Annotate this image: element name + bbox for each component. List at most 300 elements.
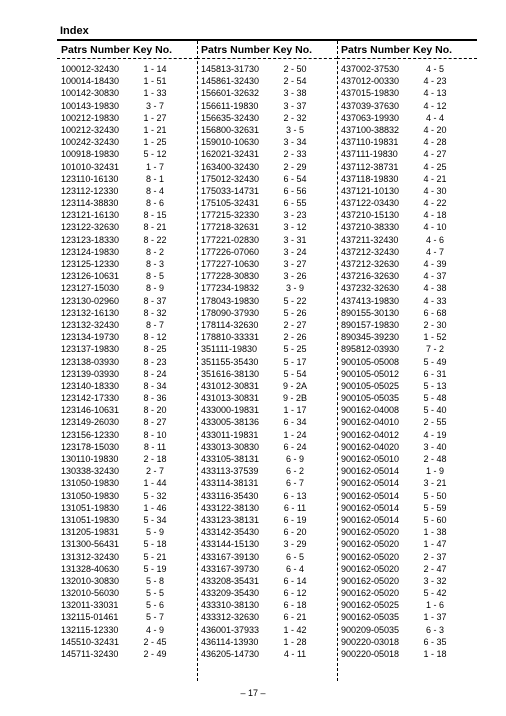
index-row <box>337 392 477 404</box>
key-number: 3 - 26 <box>283 271 307 282</box>
part-number: 900162-04008 <box>341 405 400 416</box>
key-number: 1 - 33 <box>143 88 167 99</box>
part-number: 900220-03018 <box>341 636 400 647</box>
key-number: 4 - 37 <box>423 271 447 282</box>
key-number: 5 - 19 <box>143 563 167 574</box>
part-number: 100212-19830 <box>61 112 120 123</box>
index-row <box>57 234 197 246</box>
index-row <box>197 185 337 197</box>
part-number: 156800-32631 <box>201 124 260 135</box>
key-number: 4 - 22 <box>423 198 447 209</box>
index-row <box>57 563 197 575</box>
key-number: 4 - 9 <box>145 624 164 635</box>
key-number: 6 - 14 <box>283 575 307 586</box>
part-number: 177234-19832 <box>201 283 260 294</box>
key-number: 6 - 24 <box>283 441 307 452</box>
index-row <box>337 234 477 246</box>
column-header <box>337 41 477 59</box>
index-row <box>57 392 197 404</box>
index-row <box>197 477 337 489</box>
index-row <box>337 416 477 428</box>
part-number: 175012-32430 <box>201 173 260 184</box>
index-row <box>57 611 197 623</box>
part-number: 123124-19830 <box>61 246 120 257</box>
key-number: 6 - 20 <box>283 527 307 538</box>
key-number: 4 - 19 <box>423 429 447 440</box>
index-row <box>337 356 477 368</box>
index-row <box>337 526 477 538</box>
key-number: 6 - 9 <box>285 454 304 464</box>
key-number: 1 - 37 <box>423 612 447 623</box>
key-number: 2 - 48 <box>423 454 447 464</box>
part-number: 123122-32630 <box>61 222 120 233</box>
part-number: 123140-18330 <box>61 380 120 391</box>
part-number: 177227-10630 <box>201 259 260 269</box>
part-number: 900162-05014 <box>341 478 400 489</box>
part-number: 437015-19830 <box>341 88 400 99</box>
part-number: 132011-33031 <box>61 600 119 611</box>
index-row <box>197 258 337 270</box>
part-number: 131300-56431 <box>61 539 120 550</box>
part-number: 900162-05025 <box>341 600 400 611</box>
key-number: 8 - 3 <box>145 259 164 269</box>
key-number: 8 - 10 <box>143 429 167 440</box>
part-number: 433310-38130 <box>201 600 260 611</box>
key-number: 4 - 28 <box>423 137 447 148</box>
key-number: 2 - 45 <box>143 636 167 647</box>
index-row <box>337 161 477 173</box>
part-number: 132115-01461 <box>61 612 119 623</box>
index-row <box>337 75 477 87</box>
part-number: 100212-32430 <box>61 124 120 135</box>
part-number: 100242-32430 <box>61 137 120 148</box>
key-number: 5 - 49 <box>423 356 447 367</box>
index-row <box>57 490 197 502</box>
key-number: 5 - 25 <box>283 344 307 355</box>
key-number: 2 - 18 <box>143 454 167 464</box>
part-number: 123149-26030 <box>61 417 120 428</box>
part-number: 123121-16130 <box>61 210 120 221</box>
part-number: 130338-32430 <box>61 466 120 477</box>
key-number: 8 - 24 <box>143 368 167 379</box>
key-number: 5 - 40 <box>423 405 447 416</box>
part-number: 130110-19830 <box>61 454 119 464</box>
part-number: 900105-05012 <box>341 368 400 379</box>
key-number: 8 - 36 <box>143 393 167 404</box>
index-row <box>337 87 477 99</box>
part-number: 900162-05014 <box>341 490 400 501</box>
index-row <box>57 209 197 221</box>
key-number: 4 - 20 <box>423 124 447 135</box>
part-number: 163400-32430 <box>201 161 260 172</box>
part-number: 433000-19831 <box>201 405 260 416</box>
key-number: 2 - 30 <box>423 319 447 330</box>
header-key-no: Key No. <box>273 44 313 56</box>
index-row <box>197 636 337 648</box>
index-row <box>57 282 197 294</box>
index-row <box>337 380 477 392</box>
index-row <box>337 404 477 416</box>
key-number: 1 - 51 <box>143 76 167 87</box>
key-number: 5 - 32 <box>143 490 167 501</box>
key-number: 8 - 6 <box>145 198 164 209</box>
part-number: 433167-39730 <box>201 563 260 574</box>
part-number: 123178-15030 <box>61 441 120 452</box>
key-number: 6 - 12 <box>283 588 307 599</box>
part-number: 123114-38830 <box>61 198 119 209</box>
index-row <box>337 197 477 209</box>
part-number: 351616-38130 <box>201 368 260 379</box>
index-row <box>57 648 197 660</box>
key-number: 2 - 29 <box>283 161 307 172</box>
index-row <box>57 124 197 136</box>
index-row <box>197 587 337 599</box>
part-number: 123137-19830 <box>61 344 120 355</box>
index-table <box>57 39 477 681</box>
part-number: 132010-56030 <box>61 588 120 599</box>
part-number: 436001-37933 <box>201 624 260 635</box>
index-column-2 <box>197 41 337 681</box>
index-row <box>197 356 337 368</box>
key-number: 4 - 33 <box>423 295 447 306</box>
key-number: 9 - 2A <box>282 380 307 391</box>
index-row <box>197 75 337 87</box>
key-number: 2 - 47 <box>423 563 447 574</box>
part-number: 431013-30831 <box>201 393 260 404</box>
key-number: 6 - 34 <box>283 417 307 428</box>
part-number: 437111-19830 <box>341 149 398 160</box>
part-number: 132010-30830 <box>61 575 120 586</box>
key-number: 5 - 60 <box>423 514 447 525</box>
key-number: 3 - 9 <box>285 283 304 294</box>
index-row <box>57 185 197 197</box>
key-number: 5 - 6 <box>145 600 164 611</box>
part-number: 100143-19830 <box>61 100 120 111</box>
key-number: 5 - 22 <box>283 295 307 306</box>
key-number: 6 - 13 <box>283 490 307 501</box>
part-number: 900105-05025 <box>341 380 400 391</box>
index-row <box>57 465 197 477</box>
part-number: 437100-38832 <box>341 124 400 135</box>
key-number: 3 - 38 <box>283 88 307 99</box>
index-row <box>57 197 197 209</box>
part-number: 123110-16130 <box>61 173 119 184</box>
key-number: 3 - 32 <box>423 575 447 586</box>
part-number: 131205-19831 <box>61 527 120 538</box>
index-row <box>57 368 197 380</box>
index-row <box>197 63 337 75</box>
key-number: 5 - 7 <box>145 612 164 623</box>
index-row <box>337 319 477 331</box>
key-number: 4 - 39 <box>423 259 447 269</box>
index-row <box>337 209 477 221</box>
index-row <box>57 453 197 465</box>
index-row <box>337 368 477 380</box>
key-number: 4 - 10 <box>423 222 447 233</box>
index-row <box>337 441 477 453</box>
key-number: 3 - 40 <box>423 441 447 452</box>
part-number: 433142-35430 <box>201 527 260 538</box>
index-row <box>197 136 337 148</box>
index-row <box>197 246 337 258</box>
part-number: 437118-19830 <box>341 173 399 184</box>
part-number: 437211-32430 <box>341 234 399 245</box>
index-row <box>57 636 197 648</box>
index-row <box>57 112 197 124</box>
index-row <box>197 392 337 404</box>
key-number: 5 - 9 <box>145 527 164 538</box>
index-row <box>197 404 337 416</box>
index-row <box>337 124 477 136</box>
key-number: 3 - 24 <box>283 246 307 257</box>
key-number: 3 - 27 <box>283 259 307 269</box>
part-number: 436205-14730 <box>201 649 260 659</box>
part-number: 131328-40630 <box>61 563 120 574</box>
key-number: 1 - 28 <box>283 636 307 647</box>
part-number: 100014-18430 <box>61 76 120 87</box>
part-number: 100918-19830 <box>61 149 120 160</box>
index-row <box>337 477 477 489</box>
key-number: 4 - 5 <box>425 64 444 74</box>
index-row <box>197 611 337 623</box>
index-row <box>57 148 197 160</box>
part-number: 175105-32431 <box>201 198 260 209</box>
index-row <box>337 136 477 148</box>
part-number: 437039-37630 <box>341 100 400 111</box>
part-number: 433011-19831 <box>201 429 259 440</box>
index-row <box>337 429 477 441</box>
part-number: 123132-16130 <box>61 307 120 318</box>
part-number: 433114-38131 <box>201 478 259 489</box>
part-number: 900162-05014 <box>341 466 400 477</box>
key-number: 1 - 25 <box>143 137 167 148</box>
part-number: 433208-35431 <box>201 575 260 586</box>
part-number: 437232-32630 <box>341 283 400 294</box>
index-row <box>57 63 197 75</box>
key-number: 3 - 34 <box>283 137 307 148</box>
key-number: 3 - 23 <box>283 210 307 221</box>
key-number: 5 - 5 <box>145 588 164 599</box>
key-number: 6 - 7 <box>285 478 304 489</box>
index-row <box>197 648 337 660</box>
index-row <box>57 526 197 538</box>
key-number: 5 - 54 <box>283 368 307 379</box>
part-number: 900162-05010 <box>341 454 400 464</box>
key-number: 3 - 29 <box>283 539 307 550</box>
key-number: 6 - 3 <box>425 624 444 635</box>
index-row <box>197 282 337 294</box>
key-number: 4 - 7 <box>425 246 444 257</box>
part-number: 131051-19830 <box>61 514 120 525</box>
part-number: 177215-32330 <box>201 210 260 221</box>
key-number: 5 - 34 <box>143 514 167 525</box>
part-number: 437212-32430 <box>341 246 400 257</box>
key-number: 1 - 24 <box>283 429 307 440</box>
index-row <box>57 246 197 258</box>
key-number: 8 - 12 <box>143 332 167 343</box>
part-number: 436114-13930 <box>201 636 259 647</box>
key-number: 1 - 9 <box>425 466 444 477</box>
index-row <box>57 587 197 599</box>
index-row <box>197 368 337 380</box>
key-number: 2 - 37 <box>423 551 447 562</box>
part-number: 900162-04020 <box>341 441 400 452</box>
part-number: 100012-32430 <box>61 64 120 74</box>
key-number: 6 - 4 <box>285 563 304 574</box>
key-number: 6 - 68 <box>423 307 447 318</box>
key-number: 6 - 55 <box>283 198 307 209</box>
part-number: 178090-37930 <box>201 307 260 318</box>
index-row <box>337 514 477 526</box>
part-number: 131050-19830 <box>61 490 120 501</box>
key-number: 5 - 26 <box>283 307 307 318</box>
key-number: 3 - 21 <box>423 478 447 489</box>
key-number: 5 - 12 <box>143 149 167 160</box>
index-row <box>57 173 197 185</box>
index-row <box>197 234 337 246</box>
part-number: 437413-19830 <box>341 295 400 306</box>
index-row <box>57 404 197 416</box>
index-row <box>337 343 477 355</box>
index-row <box>337 563 477 575</box>
part-number: 433123-38131 <box>201 514 260 525</box>
key-number: 8 - 27 <box>143 417 167 428</box>
key-number: 8 - 7 <box>145 319 164 330</box>
index-row <box>197 295 337 307</box>
index-row <box>197 87 337 99</box>
index-column-1 <box>57 41 197 681</box>
part-number: 101010-32431 <box>61 161 120 172</box>
part-number: 131312-32430 <box>61 551 120 562</box>
part-number: 132115-12330 <box>61 624 119 635</box>
index-row <box>197 441 337 453</box>
key-number: 8 - 20 <box>143 405 167 416</box>
index-row <box>197 307 337 319</box>
key-number: 1 - 47 <box>423 539 447 550</box>
index-row <box>197 161 337 173</box>
key-number: 3 - 31 <box>283 234 307 245</box>
column-header <box>57 41 197 59</box>
part-number: 437002-37530 <box>341 64 400 74</box>
part-number: 123130-02960 <box>61 295 120 306</box>
page-number: – 17 – <box>240 688 266 698</box>
key-number: 6 - 19 <box>283 514 307 525</box>
part-number: 131051-19830 <box>61 502 120 513</box>
part-number: 123156-12330 <box>61 429 120 440</box>
index-row <box>57 429 197 441</box>
index-row <box>57 319 197 331</box>
index-row <box>197 112 337 124</box>
key-number: 6 - 5 <box>285 551 304 562</box>
part-number: 123125-12330 <box>61 259 120 269</box>
key-number: 4 - 13 <box>423 88 447 99</box>
index-row <box>197 173 337 185</box>
index-row <box>337 331 477 343</box>
key-number: 5 - 18 <box>143 539 167 550</box>
key-number: 4 - 21 <box>423 173 447 184</box>
index-row <box>337 185 477 197</box>
index-row <box>337 575 477 587</box>
part-number: 437012-00330 <box>341 76 400 87</box>
index-row <box>57 575 197 587</box>
key-number: 7 - 2 <box>425 344 444 355</box>
part-number: 900105-05035 <box>341 393 400 404</box>
key-number: 8 - 1 <box>145 173 164 184</box>
key-number: 1 - 7 <box>145 161 164 172</box>
index-row <box>197 380 337 392</box>
key-number: 1 - 44 <box>143 478 167 489</box>
index-title: Index <box>60 25 89 37</box>
index-row <box>337 258 477 270</box>
part-number: 156611-19830 <box>201 100 259 111</box>
index-row <box>337 295 477 307</box>
index-row <box>57 270 197 282</box>
index-row <box>57 331 197 343</box>
key-number: 8 - 11 <box>143 441 167 452</box>
part-number: 433312-32630 <box>201 612 260 623</box>
index-row <box>337 307 477 319</box>
part-number: 178810-33331 <box>201 332 260 343</box>
index-row <box>197 514 337 526</box>
index-row <box>197 429 337 441</box>
part-number: 123123-18330 <box>61 234 120 245</box>
part-number: 123112-12330 <box>61 185 119 196</box>
header-parts-number: Patrs Number <box>61 44 130 56</box>
index-row <box>337 246 477 258</box>
index-row <box>57 161 197 173</box>
header-parts-number: Patrs Number <box>201 44 270 56</box>
key-number: 5 - 13 <box>423 380 447 391</box>
index-row <box>197 221 337 233</box>
part-number: 123146-10631 <box>61 405 120 416</box>
index-row <box>57 258 197 270</box>
index-row <box>57 295 197 307</box>
index-row <box>197 551 337 563</box>
index-row <box>197 331 337 343</box>
part-number: 433013-30830 <box>201 441 260 452</box>
index-row <box>337 587 477 599</box>
index-row <box>197 270 337 282</box>
part-number: 890345-39230 <box>341 332 400 343</box>
part-number: 177221-02830 <box>201 234 260 245</box>
part-number: 437063-19930 <box>341 112 400 123</box>
part-number: 890155-30130 <box>341 307 400 318</box>
index-row <box>337 502 477 514</box>
key-number: 2 - 27 <box>283 319 307 330</box>
part-number: 433122-38130 <box>201 502 260 513</box>
part-number: 433209-35430 <box>201 588 260 599</box>
header-key-no: Key No. <box>413 44 453 56</box>
key-number: 5 - 59 <box>423 502 447 513</box>
part-number: 433005-38136 <box>201 417 260 428</box>
key-number: 8 - 5 <box>145 271 164 282</box>
key-number: 2 - 55 <box>423 417 447 428</box>
key-number: 6 - 56 <box>283 185 307 196</box>
index-row <box>57 100 197 112</box>
index-row <box>197 197 337 209</box>
part-number: 433167-39130 <box>201 551 260 562</box>
index-row <box>197 538 337 550</box>
key-number: 2 - 32 <box>283 112 307 123</box>
part-number: 145861-32430 <box>201 76 260 87</box>
key-number: 4 - 30 <box>423 185 447 196</box>
part-number: 351111-19830 <box>201 344 258 355</box>
part-number: 900162-05020 <box>341 527 400 538</box>
part-number: 178043-19830 <box>201 295 260 306</box>
part-number: 351155-35430 <box>201 356 259 367</box>
part-number: 123134-19730 <box>61 332 120 343</box>
index-row <box>197 490 337 502</box>
